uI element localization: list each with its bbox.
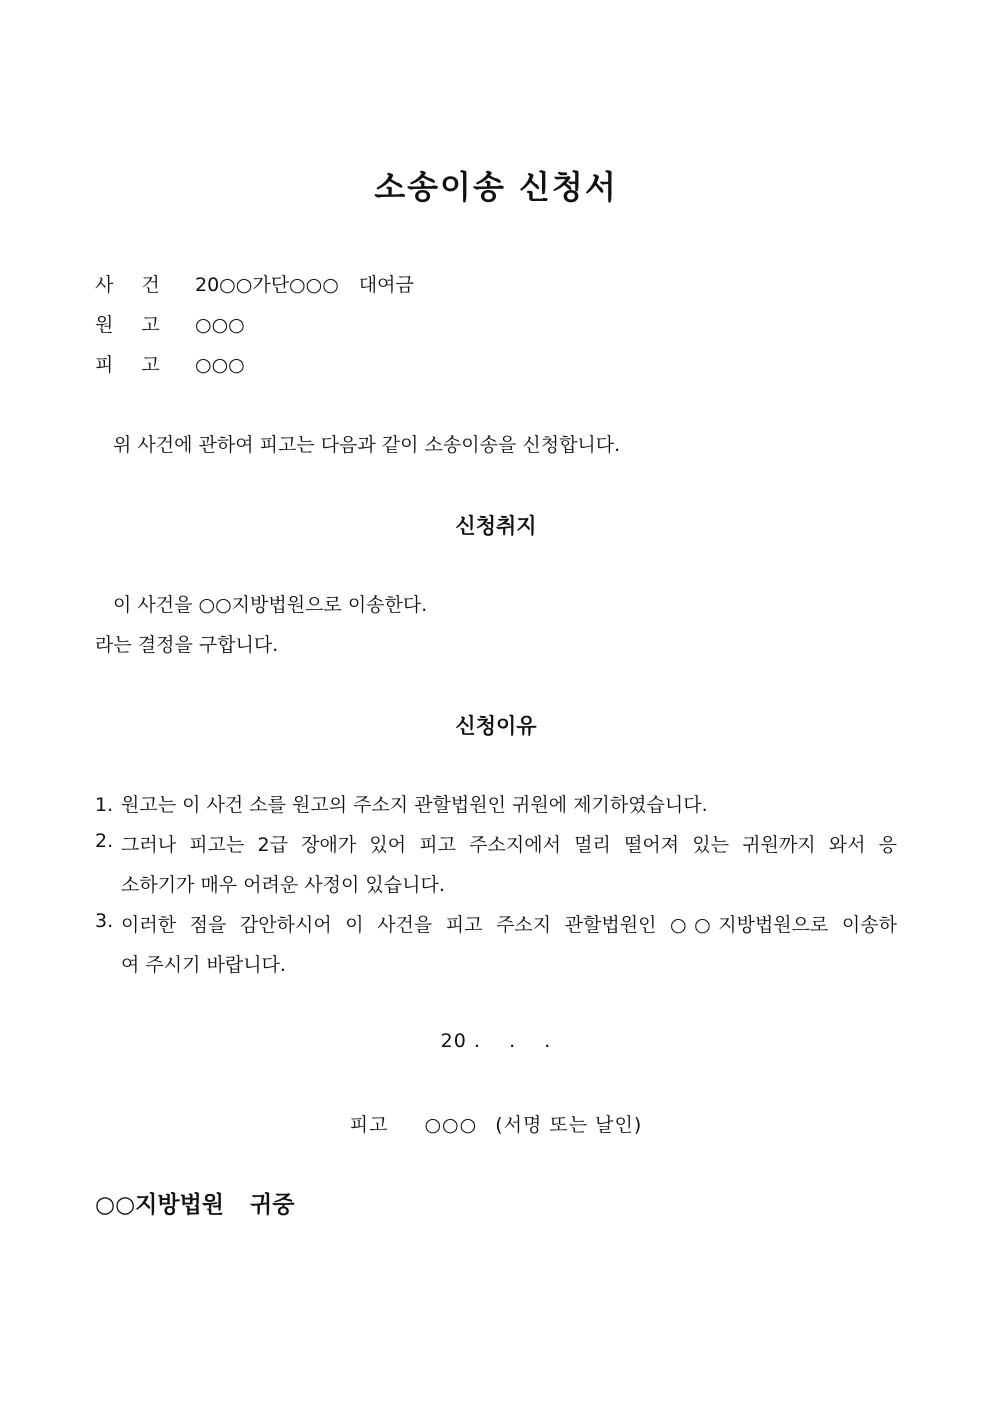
reason-item-2-line-2: 소하기가 매우 어려운 사정이 있습니다. (121, 874, 445, 896)
signature-name: ○○○ (424, 1114, 478, 1136)
date-line: 20 . . . (440, 1030, 552, 1052)
defendant-label: 피고 (95, 354, 188, 376)
plaintiff-row (95, 310, 245, 337)
case-label: 사건 (95, 274, 188, 296)
defendant-row (95, 350, 245, 377)
reason-item-3-line-2: 여 주시기 바랍니다. (121, 954, 286, 976)
reasons-heading: 신청이유 (455, 713, 537, 738)
purpose-line-1: 이 사건을 ○○지방법원으로 이송한다. (113, 594, 428, 616)
reason-number: 2. (95, 830, 114, 852)
case-type: 대여금 (358, 274, 414, 296)
reason-item-2-line-1: 그러나 피고는 2급 장애가 있어 피고 주소지에서 멀리 떨어져 있는 귀원까지 와서 응 (121, 834, 897, 856)
signature-note: (서명 또는 날인) (495, 1114, 643, 1136)
document-title: 소송이송 신청서 (374, 168, 618, 206)
plaintiff-label: 원고 (95, 314, 188, 336)
case-info-row (95, 270, 414, 297)
reason-number: 1. (95, 794, 114, 816)
defendant-name: ○○○ (195, 354, 245, 376)
court-suffix: 귀중 (250, 1191, 295, 1218)
purpose-line-2: 라는 결정을 구합니다. (95, 634, 279, 656)
plaintiff-name: ○○○ (195, 314, 245, 336)
court-name: ○○지방법원 (95, 1191, 225, 1218)
signature-line (0, 1110, 992, 1137)
purpose-heading: 신청취지 (455, 513, 537, 538)
court-addressee (95, 1186, 294, 1219)
signature-role: 피고 (349, 1114, 389, 1136)
reason-item-3-number (95, 910, 121, 932)
reason-item-1 (95, 790, 708, 817)
reason-item-3-line-1: 이러한 점을 감안하시어 이 사건을 피고 주소지 관할법원인 ○○지방법원으로 이송하 (121, 914, 897, 936)
reason-text: 원고는 이 사건 소를 원고의 주소지 관할법원인 귀원에 제기하였습니다. (121, 794, 708, 816)
reason-number: 3. (95, 910, 114, 932)
intro-paragraph: 위 사건에 관하여 피고는 다음과 같이 소송이송을 신청합니다. (113, 434, 621, 456)
reason-item-2-number (95, 830, 121, 852)
case-number: 20○○가단○○○ (195, 274, 339, 296)
